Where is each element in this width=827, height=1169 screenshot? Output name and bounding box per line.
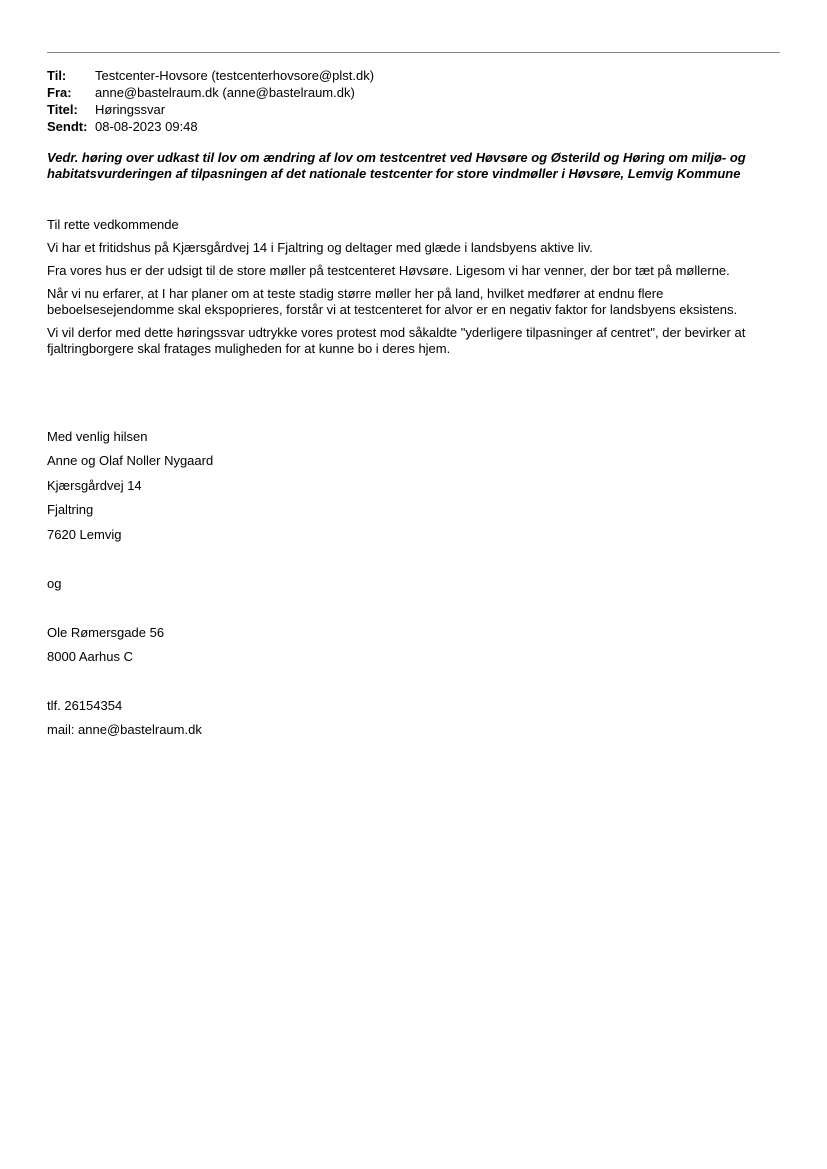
conjunction: og: [47, 576, 62, 591]
sent-value: 08-08-2023 09:48: [95, 119, 198, 134]
to-label: Til:: [47, 68, 67, 83]
body-paragraph: Vi vil derfor med dette høringssvar udtrykke vores protest mod såkaldte "yderligere tilpasninger af centret", der bevirker at fjaltringborgere skal fratages muligheden for at kunne bo i deres hjem.: [47, 325, 746, 356]
title-row: [47, 101, 780, 118]
address2-postal: 8000 Aarhus C: [47, 649, 134, 664]
address2-street: Ole Rømersgade 56: [47, 625, 165, 640]
from-value: anne@bastelraum.dk (anne@bastelraum.dk): [95, 85, 355, 100]
mail-address: mail: anne@bastelraum.dk: [47, 722, 202, 737]
signer-names: Anne og Olaf Noller Nygaard: [47, 453, 214, 468]
greeting: Til rette vedkommende: [47, 217, 179, 232]
letter-body: [47, 217, 782, 364]
sent-row: [47, 118, 780, 135]
from-row: [47, 84, 780, 101]
from-label: Fra:: [47, 85, 72, 100]
phone-number: tlf. 26154354: [47, 698, 123, 713]
sent-label: Sendt:: [47, 119, 88, 134]
closing: Med venlig hilsen: [47, 429, 148, 444]
subject-heading: Vedr. høring over udkast til lov om ændring af lov om testcentret ved Høvsøre og Østerild og Høring om miljø- og habitatsvurderingen af tilpasningen af det nationale testcenter for store vindmøller i Høvsøre, Lemvig Kommune: [47, 150, 746, 181]
title-value: Høringssvar: [95, 102, 166, 117]
body-paragraph: Fra vores hus er der udsigt til de store møller på testcenteret Høvsøre. Ligesom vi har venner, der bor tæt på møllerne.: [47, 263, 730, 278]
body-paragraph: Når vi nu erfarer, at I har planer om at teste stadig større møller her på land, hvilket medfører at endnu flere beboelsesejendomme skal ekspoprieres, forstår vi at testcenteret for alvor er en negativ faktor for landsbyens eksistens.: [47, 286, 738, 317]
title-label: Titel:: [47, 102, 78, 117]
address1-town: Fjaltring: [47, 502, 94, 517]
to-value: Testcenter-Hovsore (testcenterhovsore@plst.dk): [95, 68, 375, 83]
header-divider: [47, 52, 780, 53]
address1-postal: 7620 Lemvig: [47, 527, 122, 542]
address1-street: Kjærsgårdvej 14: [47, 478, 142, 493]
body-paragraph: Vi har et fritidshus på Kjærsgårdvej 14 i Fjaltring og deltager med glæde i landsbyens aktive liv.: [47, 240, 593, 255]
to-row: [47, 67, 780, 84]
email-header: [47, 67, 780, 135]
